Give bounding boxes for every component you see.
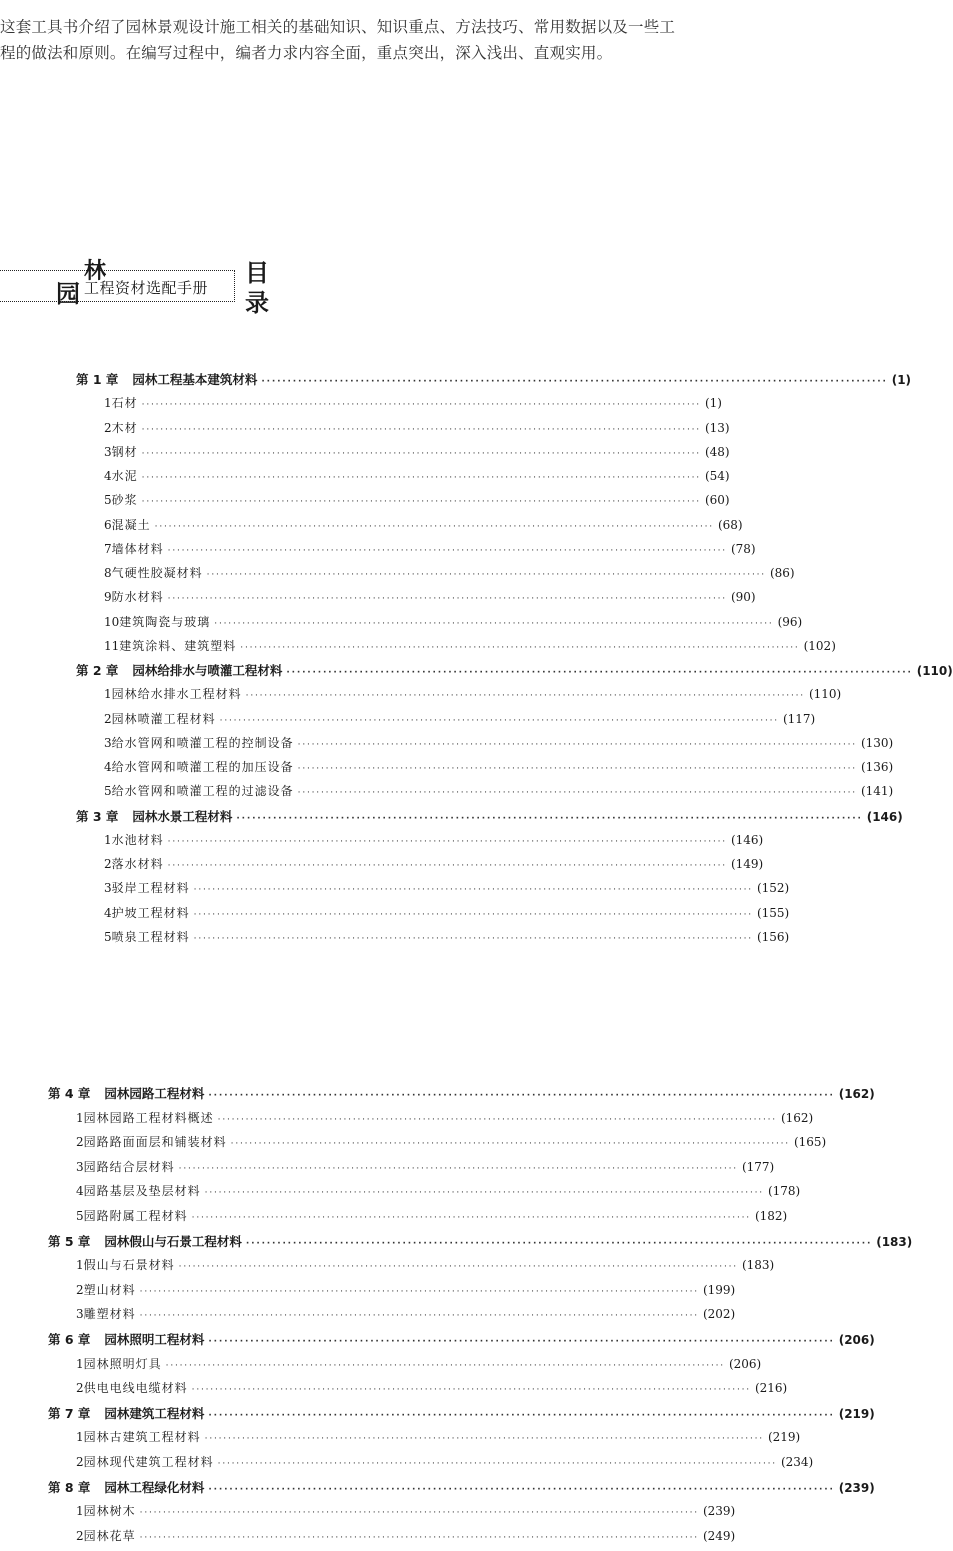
toc-entry-title: 木材 [111,420,138,435]
toc-dot-leader: ························································································································ [219,715,779,726]
toc-entry-number: 1 [104,832,112,847]
toc-dot-leader: ························································································································ [178,1163,738,1174]
toc-dot-leader: ························································································································ [208,1091,835,1101]
toc-section-row[interactable] [104,491,730,515]
toc-entry-page: (199) [702,1282,736,1297]
toc-dot-leader: ························································································································ [230,1139,790,1150]
toc-entry-number: 第 8 章 [48,1479,91,1495]
toc-entry-page: (178) [767,1184,801,1199]
toc-entry-page: (183) [741,1258,775,1273]
toc-entry-title: 园林工程绿化材料 [104,1479,205,1495]
toc-entry-number: 1 [76,1110,84,1125]
toc-entry-number: 9 [104,590,112,605]
toc-entry-title: 园林树木 [83,1504,136,1519]
toc-entry-number: 11 [104,638,120,653]
toc-entry-title: 喷泉工程材料 [111,929,190,944]
toc-chapter-row[interactable] [48,1232,913,1256]
toc-dot-leader: ························································································································ [191,1213,751,1223]
toc-dot-leader: ························································································································ [240,642,800,653]
toc-dot-leader: ························································································································ [297,739,857,750]
toc-dot-leader: ························································································································ [208,1337,835,1347]
toc-entry-page: (206) [728,1356,762,1371]
toc-section-row[interactable] [76,1453,814,1477]
toc-entry-number: 5 [104,929,112,944]
toc-entry-title: 塑山材料 [83,1282,136,1297]
toc-entry-number: 3 [76,1159,84,1174]
toc-entry-number: 第 5 章 [48,1233,91,1249]
toc-entry-page: (219) [838,1406,875,1421]
toc-heading-char-2: 录 [245,288,269,317]
toc-entry-title: 落水材料 [111,857,164,871]
toc-dot-leader: ························································································································ [193,909,753,920]
toc-section-row[interactable] [104,637,836,661]
toc-section-row[interactable] [76,1182,801,1206]
toc-entry-number: 第 4 章 [48,1086,91,1101]
toc-entry-title: 砂浆 [111,493,138,508]
toc-entry-title: 防水材料 [111,590,164,605]
toc-section-row[interactable] [104,613,803,637]
toc-entry-page: (146) [730,832,764,847]
toc-entry-page: (152) [756,881,790,896]
toc-section-row[interactable] [76,1428,801,1452]
toc-section-row[interactable] [104,419,730,443]
toc-section-row[interactable] [76,1109,814,1133]
toc-section-row[interactable] [104,516,743,540]
toc-entry-title: 钢材 [111,444,138,459]
toc-entry-number: 第 6 章 [48,1332,91,1347]
toc-entry-number: 2 [104,711,112,726]
toc-entry-title: 园林园路工程材料 [104,1086,205,1101]
toc-section-row[interactable] [104,855,764,879]
toc-entry-title: 园林照明灯具 [83,1356,162,1371]
toc-section-row[interactable] [76,1527,736,1551]
toc-entry-page: (96) [777,614,803,629]
toc-entry-title: 石材 [111,396,138,411]
toc-dot-leader: ························································································································ [139,1532,699,1543]
toc-entry-number: 1 [76,1356,84,1371]
toc-entry-page: (219) [767,1430,801,1445]
toc-entry-title: 护坡工程材料 [111,905,190,920]
toc-section-row[interactable] [104,758,894,782]
toc-entry-title: 园路附属工程材料 [83,1209,188,1223]
toc-entry-title: 园林工程基本建筑材料 [132,372,258,387]
toc-entry-page: (156) [756,929,790,944]
toc-section-row[interactable] [76,1281,736,1305]
toc-section-row[interactable] [104,904,790,928]
toc-entry-number: 4 [76,1184,84,1199]
toc-dot-leader: ························································································································ [217,1114,777,1125]
toc-section-row[interactable] [104,928,790,952]
toc-entry-title: 园林照明工程材料 [104,1332,205,1347]
banner-logo-yuan: 园 [56,279,80,308]
toc-section-row[interactable] [104,685,842,709]
toc-section-row[interactable] [104,394,722,418]
toc-dot-leader: ························································································································ [154,521,714,532]
toc-entry-page: (117) [782,711,816,726]
toc-chapter-row[interactable] [48,1478,875,1502]
toc-entry-number: 1 [76,1430,84,1445]
toc-entry-title: 供电电线电缆材料 [83,1381,188,1396]
toc-chapter-row[interactable] [48,1084,875,1108]
toc-entry-title: 给水管网和喷灌工程的加压设备 [111,760,294,774]
toc-entry-page: (162) [780,1110,814,1125]
toc-entry-page: (78) [730,541,756,556]
toc-dot-leader: ························································································································ [193,885,753,896]
toc-entry-number: 第 2 章 [76,663,119,678]
toc-entry-page: (182) [754,1209,788,1223]
toc-entry-page: (216) [754,1381,788,1396]
toc-entry-title: 园林花草 [83,1528,136,1543]
toc-section-row[interactable] [104,467,730,491]
toc-chapter-row[interactable] [76,661,953,685]
toc-dot-leader: ························································································································ [141,424,701,435]
toc-entry-page: (162) [838,1087,875,1101]
toc-entry-page: (239) [838,1480,875,1495]
toc-section-row[interactable] [76,1502,736,1526]
toc-dot-leader: ························································································································ [178,1262,738,1273]
toc-entry-number: 1 [104,396,112,411]
toc-dot-leader: ························································································································ [297,764,857,774]
toc-heading-char-1: 目 [245,258,269,287]
toc-section-row[interactable] [76,1158,775,1182]
toc-entry-page: (234) [780,1455,814,1469]
toc-chapter-row[interactable] [48,1404,875,1428]
toc-entry-number: 5 [76,1209,84,1223]
toc-entry-page: (68) [717,517,743,532]
toc-entry-title: 气硬性胶凝材料 [111,566,203,580]
toc-dot-leader: ························································································································ [236,813,863,824]
toc-entry-number: 4 [104,760,112,774]
toc-entry-number: 第 1 章 [76,372,119,387]
toc-dot-leader: ························································································································ [167,594,727,605]
toc-section-row[interactable] [76,1207,788,1231]
toc-entry-number: 5 [104,493,112,508]
toc-entry-page: (1) [891,373,912,387]
toc-entry-page: (1) [704,396,722,411]
toc-dot-leader: ························································································································ [165,1360,725,1371]
toc-entry-page: (54) [704,469,730,483]
toc-entry-number: 2 [76,1135,84,1150]
banner-logo-lin: 林 [84,258,107,284]
toc-section-row[interactable] [104,734,894,758]
toc-entry-title: 混凝土 [111,517,151,532]
toc-entry-title: 园路路面面层和铺装材料 [83,1135,227,1150]
toc-dot-leader: ························································································································ [208,1484,835,1495]
toc-entry-title: 水池材料 [111,832,164,847]
toc-dot-leader: ························································································································ [167,545,727,556]
toc-entry-number: 2 [76,1528,84,1543]
toc-entry-number: 第 3 章 [76,808,119,824]
toc-chapter-row[interactable] [76,807,903,831]
toc-entry-title: 建筑陶瓷与玻璃 [119,614,211,629]
toc-entry-title: 雕塑材料 [83,1307,136,1322]
toc-entry-title: 园林喷灌工程材料 [111,711,216,726]
toc-dot-leader: ························································································································ [167,836,727,847]
toc-entry-title: 水泥 [111,469,138,483]
toc-dot-leader: ························································································································ [191,1385,751,1396]
toc-entry-number: 3 [104,444,112,459]
toc-section-row[interactable] [104,879,790,903]
toc-entry-number: 2 [104,857,112,871]
toc-entry-page: (165) [793,1135,827,1150]
toc-dot-leader: ························································································································ [206,570,766,580]
toc-dot-leader: ························································································································ [245,1238,873,1249]
banner-subtitle: 工程资材选配手册 [84,279,209,297]
toc-entry-number: 2 [76,1282,84,1297]
toc-entry-title: 园林园路工程材料概述 [83,1110,214,1125]
toc-entry-number: 1 [104,687,112,702]
toc-section-row[interactable] [104,540,756,564]
toc-entry-page: (146) [866,809,903,824]
toc-entry-title: 建筑涂料、建筑塑料 [119,638,237,653]
toc-dot-leader: ························································································································ [141,400,701,411]
toc-chapter-row[interactable] [76,370,912,394]
toc-entry-number: 5 [104,784,112,799]
toc-entry-page: (90) [730,590,756,605]
toc-entry-number: 第 7 章 [48,1405,91,1421]
toc-dot-leader: ························································································································ [141,473,701,483]
toc-dot-leader: ························································································································ [245,691,805,702]
toc-entry-title: 驳岸工程材料 [111,881,190,896]
toc-chapter-row[interactable] [48,1330,875,1354]
toc-dot-leader: ························································································································ [167,861,727,871]
toc-entry-page: (110) [808,687,842,702]
toc-entry-title: 给水管网和喷灌工程的控制设备 [111,735,294,750]
toc-entry-title: 假山与石景材料 [83,1258,175,1273]
toc-entry-page: (130) [860,735,894,750]
toc-section-row[interactable] [76,1379,788,1403]
toc-entry-number: 1 [76,1258,84,1273]
intro-paragraph [0,14,750,66]
toc-entry-title: 给水管网和喷灌工程的过滤设备 [111,784,294,799]
toc-entry-title: 园林建筑工程材料 [104,1405,205,1421]
toc-entry-number: 2 [104,420,112,435]
toc-dot-leader: ························································································································ [141,497,701,508]
toc-dot-leader: ························································································································ [141,448,701,459]
book-banner [0,258,320,342]
toc-section-row[interactable] [76,1355,762,1379]
toc-dot-leader: ························································································································ [204,1188,764,1199]
toc-section-row[interactable] [76,1133,827,1157]
toc-dot-leader: ························································································································ [204,1434,764,1445]
toc-entry-title: 园林古建筑工程材料 [83,1430,201,1445]
toc-entry-title: 墙体材料 [111,541,164,556]
toc-entry-page: (177) [741,1159,775,1174]
toc-dot-leader: ························································································································ [139,1286,699,1297]
toc-dot-leader: ························································································································ [217,1459,777,1469]
toc-entry-page: (249) [702,1528,736,1543]
toc-entry-number: 8 [104,566,112,580]
toc-entry-number: 3 [104,735,112,750]
toc-entry-title: 园林现代建筑工程材料 [83,1455,214,1469]
toc-section-row[interactable] [104,443,730,467]
toc-entry-page: (141) [860,784,894,799]
intro-line-2: 程的做法和原则。在编写过程中，编者力求内容全面，重点突出，深入浅出、直观实用。 [0,44,613,62]
toc-entry-number: 3 [104,881,112,896]
toc-entry-number: 7 [104,541,112,556]
toc-section-row[interactable] [104,710,816,734]
toc-dot-leader: ························································································································ [297,788,857,799]
toc-dot-leader: ························································································································ [214,618,774,629]
toc-dot-leader: ························································································································ [139,1508,699,1519]
toc-entry-title: 园林假山与石景工程材料 [104,1233,242,1249]
toc-entry-title: 园林给排水与喷灌工程材料 [132,663,283,678]
toc-entry-page: (239) [702,1504,736,1519]
toc-section-row[interactable] [104,564,795,588]
toc-entry-page: (155) [756,905,790,920]
toc-entry-page: (183) [876,1234,913,1249]
toc-dot-leader: ························································································································ [193,933,753,944]
toc-entry-page: (48) [704,444,730,459]
toc-entry-number: 10 [104,614,120,629]
toc-heading [245,258,275,318]
toc-entry-page: (86) [769,566,795,580]
toc-section-row[interactable] [76,1256,775,1280]
toc-dot-leader: ························································································································ [286,668,913,678]
toc-entry-page: (60) [704,493,730,508]
toc-entry-title: 园路基层及垫层材料 [83,1184,201,1199]
toc-dot-leader: ························································································································ [208,1410,835,1421]
toc-dot-leader: ························································································································ [261,377,888,387]
intro-line-1: 这套工具书介绍了园林景观设计施工相关的基础知识、知识重点、方法技巧、常用数据以及一些工 [0,18,676,36]
toc-section-row[interactable] [104,588,756,612]
toc-entry-number: 3 [76,1307,84,1322]
toc-entry-page: (13) [704,420,730,435]
toc-dot-leader: ························································································································ [139,1311,699,1322]
toc-entry-page: (202) [702,1307,736,1322]
toc-entry-number: 1 [76,1504,84,1519]
toc-entry-title: 园林给水排水工程材料 [111,687,242,702]
toc-entry-number: 4 [104,469,112,483]
toc-entry-number: 2 [76,1455,84,1469]
toc-entry-number: 4 [104,905,112,920]
toc-entry-title: 园路结合层材料 [83,1159,175,1174]
toc-entry-title: 园林水景工程材料 [132,808,233,824]
toc-section-row[interactable] [76,1305,736,1329]
toc-entry-page: (102) [803,638,836,653]
toc-entry-number: 6 [104,517,112,532]
toc-entry-page: (136) [860,760,894,774]
toc-section-row[interactable] [104,831,764,855]
toc-section-row[interactable] [104,782,894,806]
toc-entry-page: (149) [730,857,764,871]
toc-entry-number: 2 [76,1381,84,1396]
toc-entry-page: (206) [838,1333,875,1347]
toc-entry-page: (110) [916,664,953,678]
